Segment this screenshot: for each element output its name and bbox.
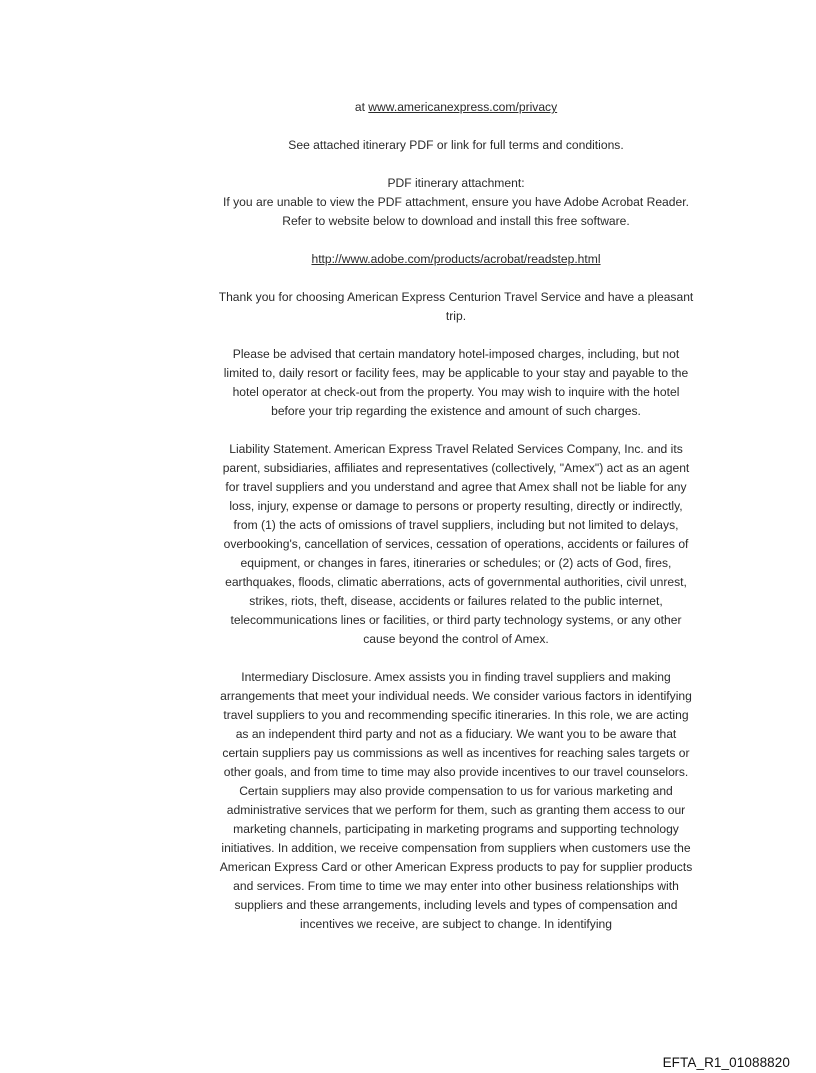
privacy-link[interactable]: www.americanexpress.com/privacy (368, 100, 558, 114)
terms-paragraph: See attached itinerary PDF or link for full terms and conditions. (288, 138, 624, 152)
liability-statement-paragraph: Liability Statement. American Express Travel Related Services Company, Inc. and its parent, subsidiaries, affiliates and representatives (collectively, "Amex") act as an agent for travel suppliers and you understand and agree that Amex shall not be liable for any loss, injury, expense or damage to persons or property resulting, directly or indirectly, from (1) the acts of omissions of travel suppliers, including but not limited to delays, overbooking's, cancellation of services, cessation of operations, accidents or failures of equipment, or changes in fares, itineraries or schedules; or (2) acts of God, fires, earthquakes, floods, climatic aberrations, acts of governmental authorities, civil unrest, strikes, riots, theft, disease, accidents or failures related to the public internet, telecommunications lines or facilities, or third party technology systems, or any other cause beyond the control of Amex. (222, 442, 690, 646)
intermediary-disclosure-paragraph: Intermediary Disclosure. Amex assists you in finding travel suppliers and making arrangements that meet your individual needs. We consider various factors in identifying travel suppliers to you and recommending specific itineraries. In this role, we are acting as an independent third party and not as a fiduciary. We want you to be aware that certain suppliers pay us commissions as well as incentives for reaching sales targets or other goals, and from time to time may also provide incentives to our travel counselors. Certain suppliers may also provide compensation to us for various marketing and administrative services that we perform for them, such as granting them access to our marketing channels, participating in marketing programs and supporting technology initiatives. In addition, we receive compensation from suppliers when customers use the American Express Card or other American Express products to pay for supplier products and services. From time to time we may enter into other business relationships with suppliers and these arrangements, including levels and types of compensation and incentives we receive, are subject to change. In identifying (219, 670, 693, 931)
document-body (218, 98, 694, 953)
pdf-attachment-body: If you are unable to view the PDF attachment, ensure you have Adobe Acrobat Reader. Refer to website below to download and install this free software. (223, 195, 689, 228)
document-id-footer: EFTA_R1_01088820 (662, 1055, 790, 1070)
privacy-prefix: at (354, 100, 369, 114)
adobe-link-line (218, 250, 694, 269)
pdf-attachment-section (218, 174, 694, 231)
adobe-link[interactable]: http://www.adobe.com/products/acrobat/readstep.html (311, 252, 601, 266)
thank-you-paragraph: Thank you for choosing American Express Centurion Travel Service and have a pleasant trip. (218, 290, 694, 323)
hotel-charges-paragraph: Please be advised that certain mandatory hotel-imposed charges, including, but not limited to, daily resort or facility fees, may be applicable to your stay and payable to the hotel operator at check-out from the property. You may wish to inquire with the hotel before your trip regarding the existence and amount of such charges. (223, 347, 689, 418)
pdf-attachment-heading: PDF itinerary attachment: (387, 176, 525, 190)
privacy-line (218, 98, 694, 117)
